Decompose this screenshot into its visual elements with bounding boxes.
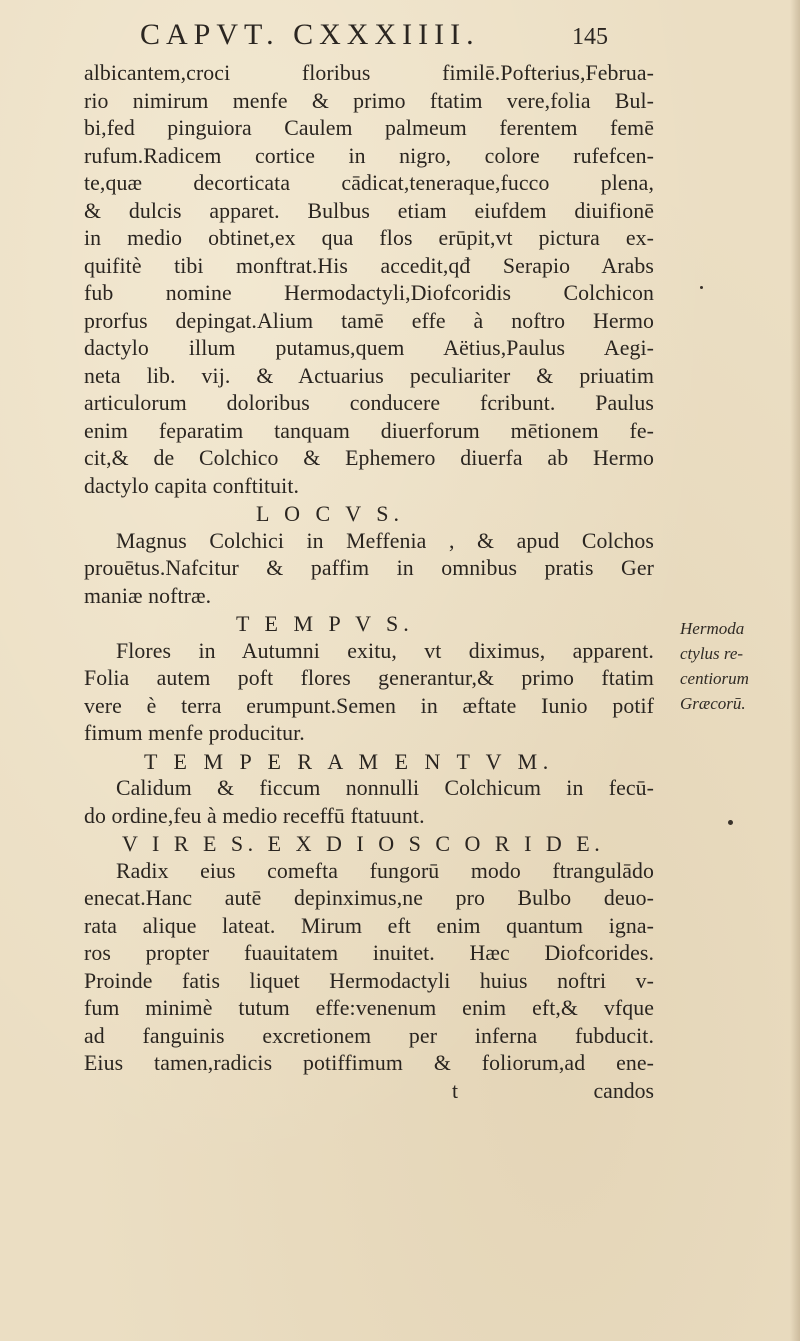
catch-line <box>84 1078 654 1106</box>
text-line: dactylo illum putamus,quem Aëtius,Paulus Aegi- <box>84 336 654 360</box>
section-heading-locus: L O C V S. <box>256 501 405 526</box>
text-line: dactylo capita conftituit. <box>84 473 300 498</box>
text-line: quifitè tibi monftrat.His accedit,qđ Serapio Arabs <box>84 253 654 278</box>
text-line: fub nomine Hermodactyli,Diofcoridis Colchicon <box>84 281 654 305</box>
margin-note-line: centiorum <box>680 669 749 688</box>
text-line: prouētus.Nafcitur & paffim in omnibus pratis Ger <box>84 556 654 580</box>
text-line: Magnus Colchici in Meffenia , & apud Colchos <box>116 528 654 553</box>
text-line: cit,& de Colchico & Ephemero diuerfa ab Hermo <box>84 446 654 470</box>
page-number: 145 <box>572 24 608 50</box>
text-line: rio nimirum menfe & primo ftatim vere,folia Bul- <box>84 88 654 113</box>
text-line: bi,fed pinguiora Caulem palmeum ferentem femē <box>84 116 654 140</box>
ink-speck <box>728 820 733 825</box>
text-line: fimum menfe producitur. <box>84 721 305 745</box>
text-line: Folia autem poft flores generantur,& primo ftatim <box>84 666 654 690</box>
section-heading-tempus: T E M P V S. <box>236 611 414 636</box>
text-line: ad fanguinis excretionem per inferna fubducit. <box>84 1023 654 1048</box>
margin-note-line: Hermoda <box>680 619 745 638</box>
catchword: candos <box>593 1078 654 1103</box>
ink-speck <box>700 286 703 289</box>
text-line: vere è terra erumpunt.Semen in æftate Iunio potif <box>84 693 654 718</box>
margin-note-line: ctylus re- <box>680 644 744 663</box>
text-line: in medio obtinet,ex qua flos erūpit,vt pictura ex- <box>84 226 654 250</box>
text-line: prorfus depingat.Alium tamē effe à noftro Hermo <box>84 308 654 333</box>
chapter-title: CAPVT. CXXXIIII. <box>140 18 480 51</box>
text-line: Flores in Autumni exitu, vt diximus, apparent. <box>116 638 654 663</box>
text-line: rufum.Radicem cortice in nigro, colore rufefcen- <box>84 143 654 168</box>
text-line: fum minimè tutum effe:venenum enim eft,& vfque <box>84 996 654 1020</box>
main-text-block <box>84 60 654 1105</box>
margin-note-line: Græcorū. <box>680 694 746 713</box>
text-line: ros propter fuauitatem inuitet. Hæc Diofcorides. <box>84 941 654 965</box>
margin-note <box>680 616 780 716</box>
text-line: Eius tamen,radicis potiffimum & foliorum,ad ene- <box>84 1051 654 1075</box>
section-heading-vires: V I R E S. E X D I O S C O R I D E. <box>122 831 605 856</box>
text-line: neta lib. vij. & Actuarius peculiariter & priuatim <box>84 363 654 388</box>
text-line: albicantem,croci floribus fimilē.Pofterius,Februa- <box>84 61 654 85</box>
text-line: & dulcis apparet. Bulbus etiam eiufdem diuifionē <box>84 198 654 223</box>
text-line: Calidum & ficcum nonnulli Colchicum in fecū- <box>116 776 654 800</box>
text-line: te,quæ decorticata cādicat,teneraque,fucco plena, <box>84 171 654 195</box>
text-line: enim feparatim tanquam diuerforum mētionem fe- <box>84 418 654 443</box>
text-line: rata alique lateat. Mirum eft enim quantum igna- <box>84 913 654 938</box>
text-line: do ordine,feu à medio receffū ftatuunt. <box>84 803 425 828</box>
running-head <box>140 18 660 58</box>
signature-mark: t <box>452 1078 459 1103</box>
text-line: Proinde fatis liquet Hermodactyli huius noftri v- <box>84 968 654 993</box>
text-line: Radix eius comefta fungorū modo ftrangulādo <box>116 858 654 883</box>
section-heading-temperamentum: T E M P E R A M E N T V M. <box>144 748 554 774</box>
text-line: articulorum doloribus conducere fcribunt. Paulus <box>84 391 654 415</box>
text-line: enecat.Hanc autē depinximus,ne pro Bulbo deuo- <box>84 886 654 910</box>
text-line: maniæ noftræ. <box>84 583 212 608</box>
